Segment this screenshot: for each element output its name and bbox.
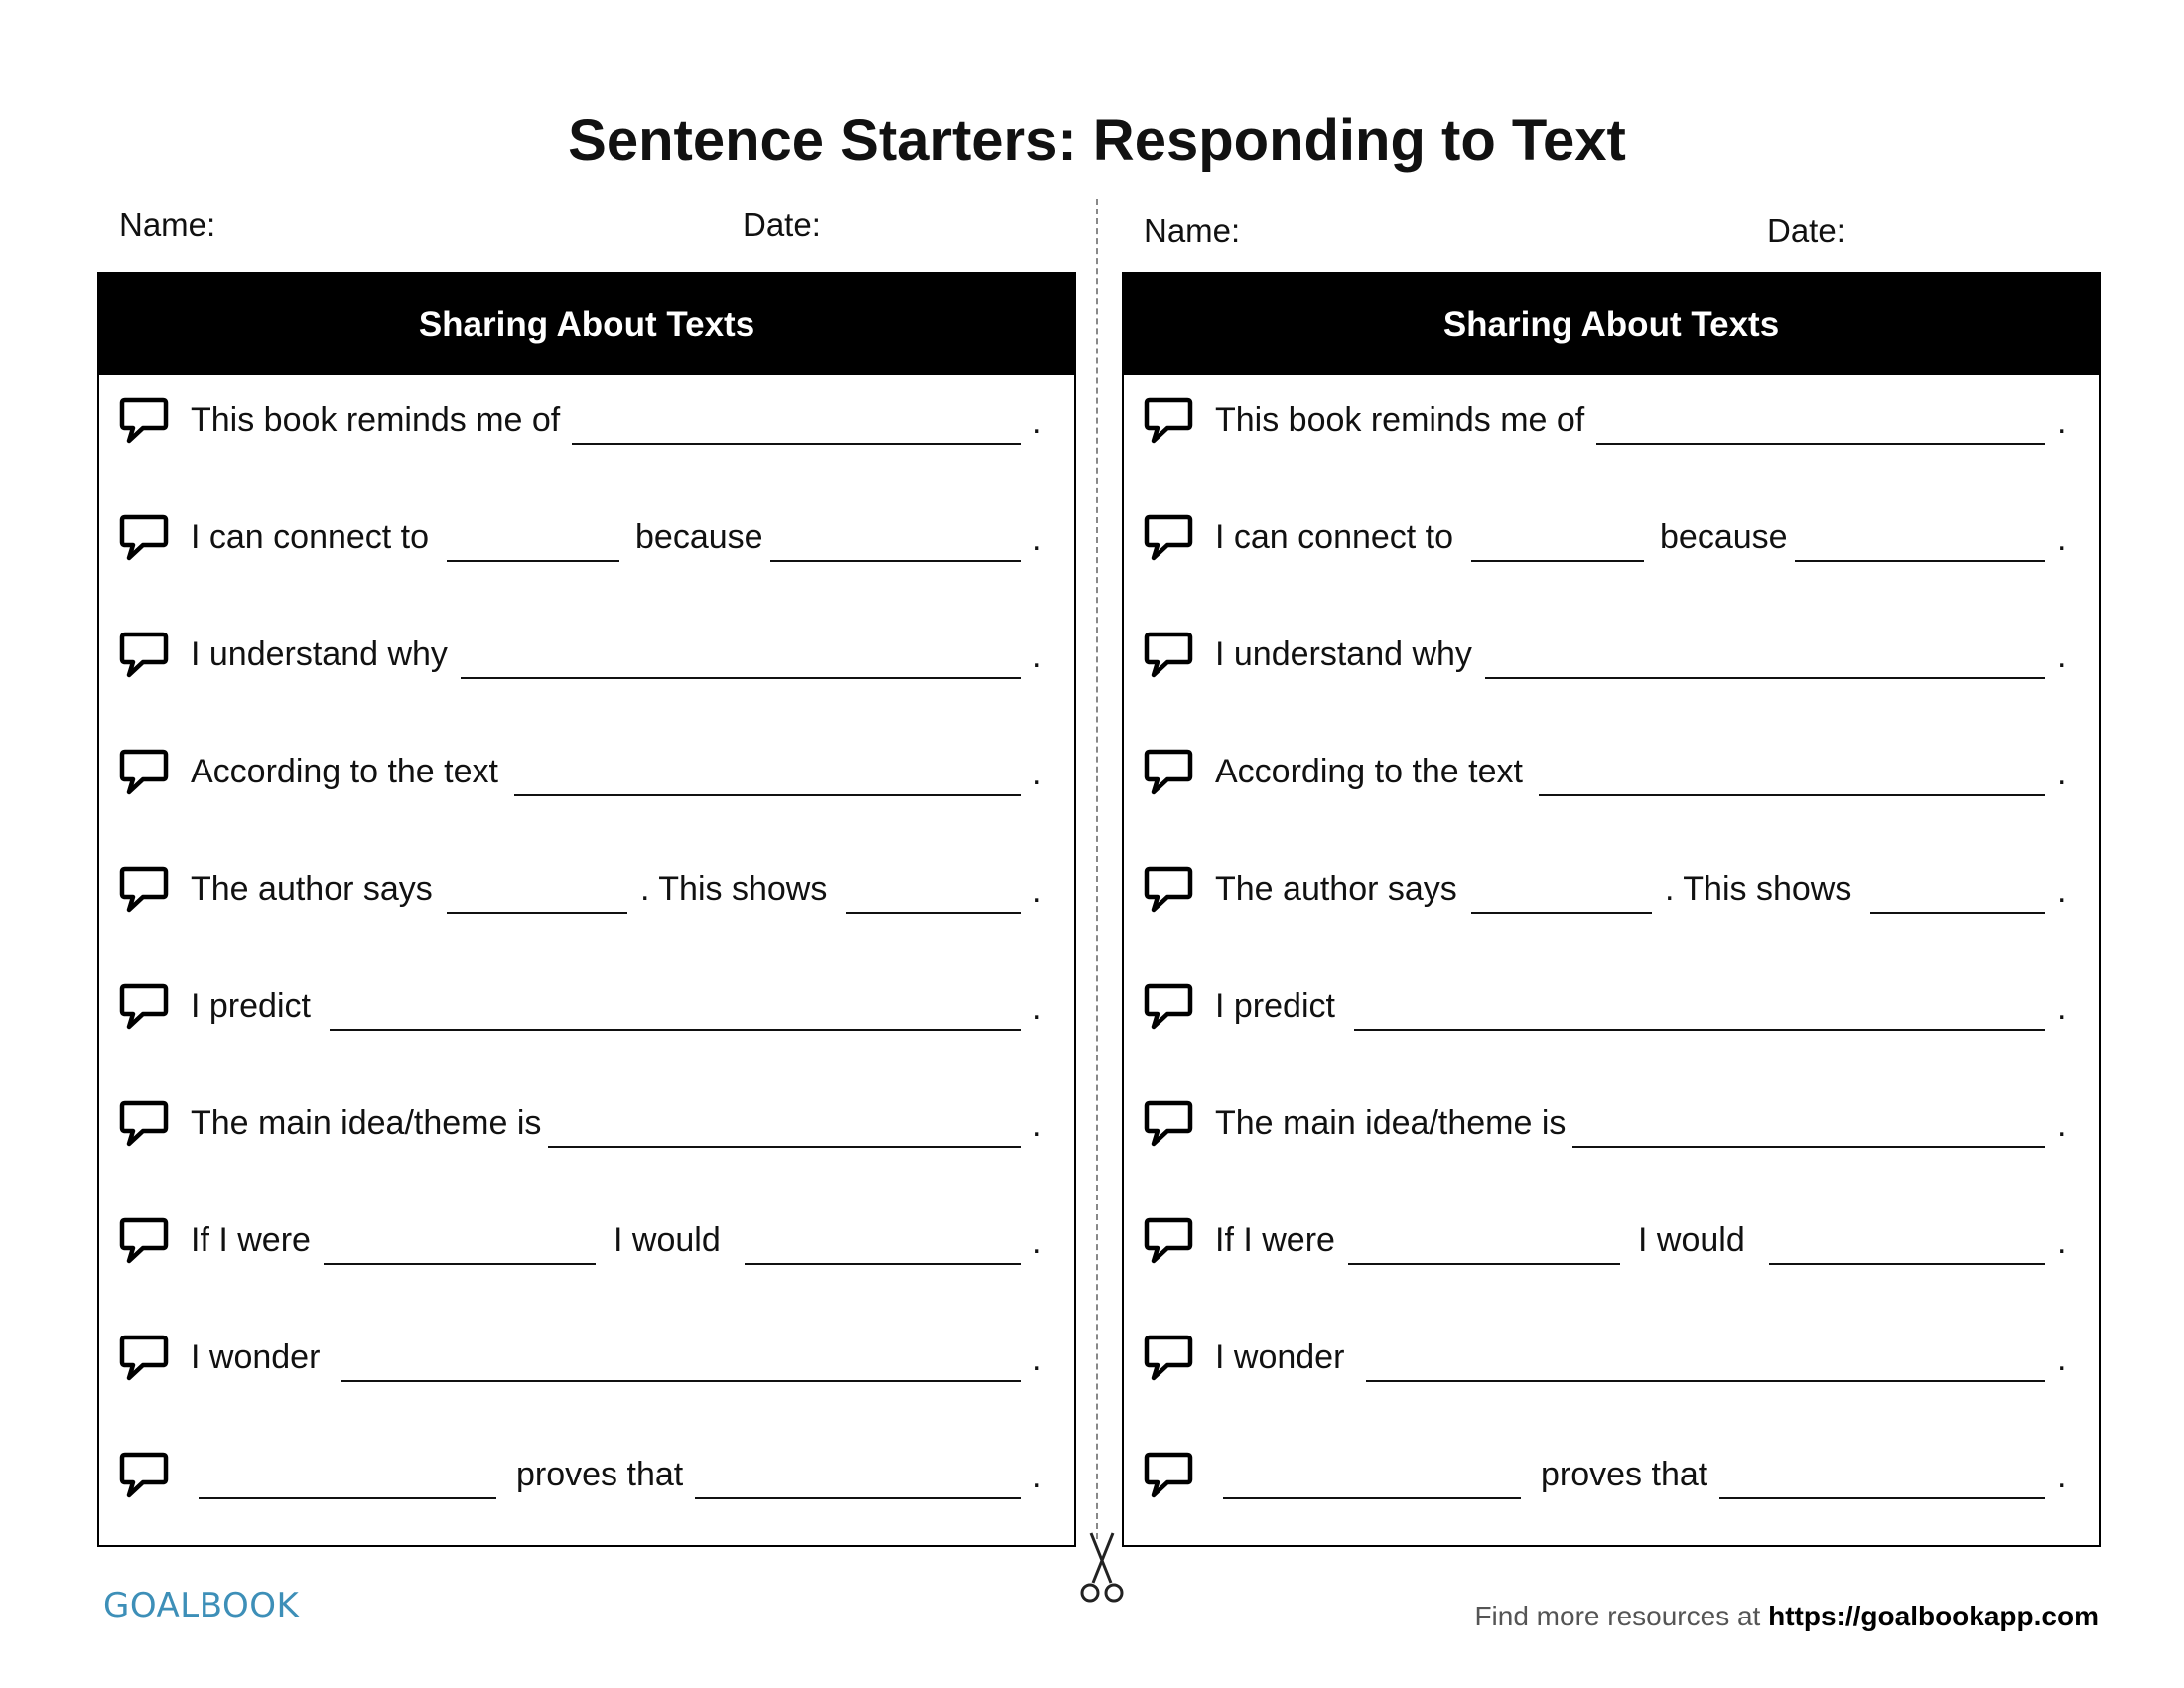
sentence-starter-row — [99, 1448, 1074, 1507]
starter-text: proves that — [1541, 1456, 1708, 1493]
sentence-starter-row — [99, 1213, 1074, 1273]
fill-in-blank[interactable] — [1870, 912, 2045, 914]
fill-in-blank[interactable] — [1366, 1380, 2045, 1382]
speech-bubble-icon — [1144, 512, 1193, 562]
sentence-starter-row — [99, 979, 1074, 1039]
speech-bubble-icon — [119, 981, 169, 1031]
card-header: Sharing About Texts — [99, 274, 1074, 375]
sentence-starter-row — [1124, 628, 2099, 687]
cut-line — [1096, 199, 1098, 1539]
speech-bubble-icon — [1144, 1215, 1193, 1265]
fill-in-blank[interactable] — [324, 1263, 596, 1265]
starter-text: I wonder — [1215, 1338, 1345, 1376]
speech-bubble-icon — [119, 395, 169, 445]
sentence-starter-card — [1122, 272, 2101, 1547]
starter-text: . This shows — [640, 870, 828, 908]
starter-text: I would — [614, 1221, 721, 1259]
footer-prefix: Find more resources at — [1474, 1601, 1761, 1631]
period: . — [1032, 755, 1042, 792]
sentence-starter-row — [1124, 1448, 2099, 1507]
period: . — [1032, 1340, 1042, 1378]
speech-bubble-icon — [1144, 395, 1193, 445]
fill-in-blank[interactable] — [1769, 1263, 2045, 1265]
sentence-starter-row — [99, 862, 1074, 921]
speech-bubble-icon — [1144, 1333, 1193, 1382]
fill-in-blank[interactable] — [695, 1497, 1021, 1499]
starter-text: because — [635, 518, 763, 556]
fill-in-blank[interactable] — [1572, 1146, 2045, 1148]
fill-in-blank[interactable] — [572, 443, 1021, 445]
date-label: Date: — [1767, 212, 1845, 249]
worksheet-left — [97, 0, 1080, 1688]
period: . — [2057, 755, 2067, 792]
name-label: Name: — [1144, 212, 1241, 249]
starter-text: The main idea/theme is — [1215, 1104, 1567, 1142]
speech-bubble-icon — [119, 630, 169, 679]
starter-text: This book reminds me of — [1215, 401, 1585, 439]
period: . — [2057, 1223, 2067, 1261]
period: . — [2057, 989, 2067, 1027]
speech-bubble-icon — [1144, 747, 1193, 796]
period: . — [2057, 520, 2067, 558]
speech-bubble-icon — [119, 1098, 169, 1148]
period: . — [2057, 1106, 2067, 1144]
starter-text: The main idea/theme is — [191, 1104, 542, 1142]
fill-in-blank[interactable] — [1485, 677, 2045, 679]
speech-bubble-icon — [119, 512, 169, 562]
sentence-starter-row — [1124, 393, 2099, 453]
sentence-starter-card — [97, 272, 1076, 1547]
sentence-starter-row — [1124, 979, 2099, 1039]
starter-text: The author says — [191, 870, 433, 908]
period: . — [2057, 1458, 2067, 1495]
fill-in-blank[interactable] — [1539, 794, 2045, 796]
speech-bubble-icon — [1144, 864, 1193, 914]
starter-text: I understand why — [1215, 635, 1472, 673]
sentence-starter-row — [99, 745, 1074, 804]
fill-in-blank[interactable] — [1348, 1263, 1620, 1265]
starter-text: I would — [1638, 1221, 1745, 1259]
goalbook-logo: GOALBOOK — [103, 1586, 300, 1625]
period: . — [2057, 403, 2067, 441]
speech-bubble-icon — [1144, 1450, 1193, 1499]
fill-in-blank[interactable] — [330, 1029, 1021, 1031]
starter-text: I understand why — [191, 635, 448, 673]
fill-in-blank[interactable] — [341, 1380, 1021, 1382]
fill-in-blank[interactable] — [548, 1146, 1021, 1148]
starter-text: because — [1660, 518, 1788, 556]
fill-in-blank[interactable] — [1354, 1029, 2045, 1031]
fill-in-blank[interactable] — [1223, 1497, 1521, 1499]
starter-text: According to the text — [1215, 753, 1523, 790]
fill-in-blank[interactable] — [745, 1263, 1021, 1265]
period: . — [1032, 1458, 1042, 1495]
fill-in-blank[interactable] — [1471, 912, 1652, 914]
starter-text: According to the text — [191, 753, 498, 790]
fill-in-blank[interactable] — [461, 677, 1021, 679]
period: . — [1032, 637, 1042, 675]
sentence-starter-row — [1124, 510, 2099, 570]
starter-text: This book reminds me of — [191, 401, 561, 439]
speech-bubble-icon — [1144, 630, 1193, 679]
fill-in-blank[interactable] — [514, 794, 1021, 796]
fill-in-blank[interactable] — [846, 912, 1021, 914]
fill-in-blank[interactable] — [199, 1497, 496, 1499]
sentence-starter-row — [1124, 1331, 2099, 1390]
fill-in-blank[interactable] — [1719, 1497, 2045, 1499]
period: . — [2057, 872, 2067, 910]
worksheet-right — [1122, 0, 2105, 1688]
sentence-starter-row — [99, 393, 1074, 453]
speech-bubble-icon — [119, 1450, 169, 1499]
fill-in-blank[interactable] — [770, 560, 1021, 562]
starter-text: If I were — [191, 1221, 311, 1259]
fill-in-blank[interactable] — [1596, 443, 2045, 445]
starter-text: . This shows — [1665, 870, 1852, 908]
period: . — [1032, 872, 1042, 910]
sentence-starter-row — [99, 510, 1074, 570]
card-header: Sharing About Texts — [1124, 274, 2099, 375]
sentence-starter-row — [1124, 745, 2099, 804]
period: . — [1032, 1223, 1042, 1261]
speech-bubble-icon — [119, 1333, 169, 1382]
sentence-starter-row — [99, 1096, 1074, 1156]
page-title: Sentence Starters: Responding to Text — [568, 108, 1626, 173]
period: . — [1032, 520, 1042, 558]
fill-in-blank[interactable] — [1795, 560, 2045, 562]
period: . — [1032, 403, 1042, 441]
sentence-starter-row — [99, 628, 1074, 687]
fill-in-blank[interactable] — [1471, 560, 1644, 562]
period: . — [1032, 989, 1042, 1027]
speech-bubble-icon — [1144, 1098, 1193, 1148]
sentence-starter-row — [1124, 1213, 2099, 1273]
period: . — [1032, 1106, 1042, 1144]
date-label: Date: — [743, 207, 821, 243]
speech-bubble-icon — [119, 747, 169, 796]
sentence-starter-row — [99, 1331, 1074, 1390]
name-label: Name: — [119, 207, 216, 243]
footer-link[interactable]: https://goalbookapp.com — [1768, 1601, 2099, 1631]
speech-bubble-icon — [119, 864, 169, 914]
fill-in-blank[interactable] — [447, 912, 627, 914]
speech-bubble-icon — [1144, 981, 1193, 1031]
starter-text: I predict — [191, 987, 311, 1025]
starter-text: If I were — [1215, 1221, 1335, 1259]
starter-text: The author says — [1215, 870, 1457, 908]
starter-text: I wonder — [191, 1338, 321, 1376]
starter-text: I predict — [1215, 987, 1335, 1025]
period: . — [2057, 1340, 2067, 1378]
period: . — [2057, 637, 2067, 675]
starter-text: I can connect to — [191, 518, 430, 556]
speech-bubble-icon — [119, 1215, 169, 1265]
starter-text: I can connect to — [1215, 518, 1454, 556]
sentence-starter-row — [1124, 862, 2099, 921]
scissors-icon — [1077, 1529, 1127, 1605]
starter-text: proves that — [516, 1456, 684, 1493]
fill-in-blank[interactable] — [447, 560, 619, 562]
sentence-starter-row — [1124, 1096, 2099, 1156]
